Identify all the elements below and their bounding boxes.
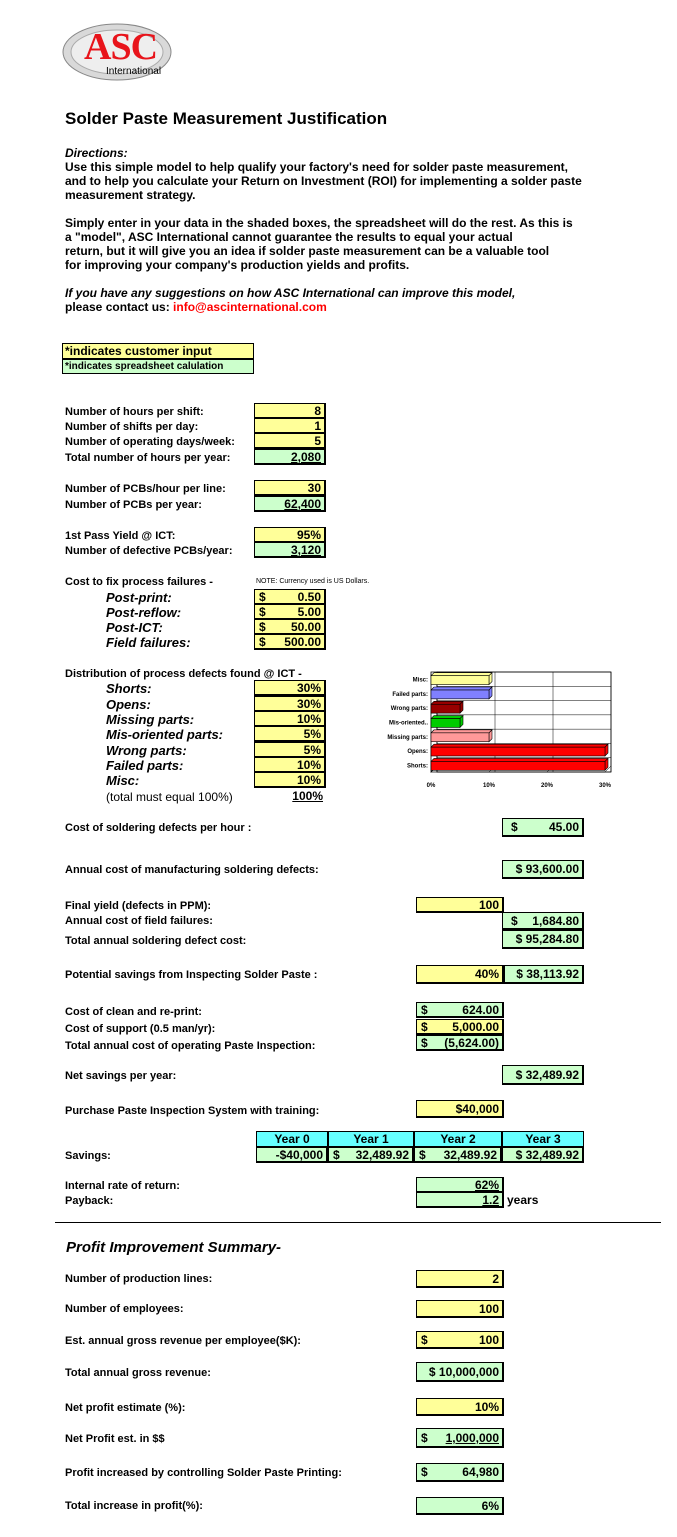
directions-p3-l1: If you have any suggestions on how ASC International can improve this model, xyxy=(65,286,516,300)
value-hours-per-year: 2,080 xyxy=(254,449,326,465)
input-first-pass-yield[interactable]: 95% xyxy=(254,527,326,543)
label-wrong-parts: Wrong parts: xyxy=(106,743,187,758)
label-payback: Payback: xyxy=(65,1195,114,1207)
directions-p2-l4: for improving your company's production yields and profits. xyxy=(65,258,410,272)
label-failed-parts: Failed parts: xyxy=(106,758,184,773)
value-profit-increase-pct: 6% xyxy=(416,1497,504,1515)
input-missing-parts[interactable]: 10% xyxy=(254,711,326,727)
directions-heading: Directions: xyxy=(65,146,128,160)
directions-p2-l1: Simply enter in your data in the shaded boxes, the spreadsheet will do the rest. As this is xyxy=(65,216,573,230)
currency-note: NOTE: Currency used is US Dollars. xyxy=(256,578,370,585)
savings-header-year1: Year 1 xyxy=(328,1131,414,1147)
label-mis-oriented-parts: Mis-oriented parts: xyxy=(106,727,224,742)
label-post-print: Post-print: xyxy=(106,590,172,605)
label-savings: Savings: xyxy=(65,1150,111,1162)
divider xyxy=(55,1222,661,1223)
label-total-distribution: (total must equal 100%) xyxy=(106,790,233,804)
chart-bar-top xyxy=(431,730,492,733)
chart-bar-top xyxy=(431,673,492,676)
chart-bar xyxy=(431,676,489,685)
fix-heading: Cost to fix process failures - xyxy=(65,576,213,588)
legend-input: *indicates customer input xyxy=(62,343,254,359)
payback-unit: years xyxy=(507,1193,539,1207)
currency-symbol: $ xyxy=(259,635,266,649)
savings-header-year2: Year 2 xyxy=(414,1131,502,1147)
input-post-reflow[interactable]: $ 5.00 xyxy=(254,604,326,620)
value-savings-year3: $ 32,489.92 xyxy=(502,1147,584,1163)
value-pcbs-per-year: 62,400 xyxy=(254,496,326,512)
input-support-cost[interactable]: $ 5,000.00 xyxy=(416,1019,504,1035)
chart-category-label: Opens: xyxy=(407,749,428,756)
logo-subtext: International xyxy=(106,66,162,77)
contact-prefix: please contact us: xyxy=(65,300,174,314)
contact-email-link[interactable]: info@ascinternational.com xyxy=(173,300,327,314)
chart-category-label: Failed parts: xyxy=(392,691,428,698)
input-wrong-parts[interactable]: 5% xyxy=(254,742,326,758)
label-net-profit: Net Profit est. in $$ xyxy=(65,1433,165,1445)
label-hours-per-shift: Number of hours per shift: xyxy=(65,406,204,418)
input-net-profit-pct[interactable]: 10% xyxy=(416,1398,504,1416)
label-purchase: Purchase Paste Inspection System with training: xyxy=(65,1105,320,1117)
label-post-reflow: Post-reflow: xyxy=(106,605,182,620)
defect-distribution-chart xyxy=(372,666,616,792)
distribution-heading: Distribution of process defects found @ ICT - xyxy=(65,668,302,680)
chart-bar xyxy=(431,733,489,742)
value-operating-cost: $ (5,624.00) xyxy=(416,1035,504,1051)
currency-symbol: $ xyxy=(259,605,266,619)
label-hours-per-year: Total number of hours per year: xyxy=(65,452,231,464)
label-profit-increase: Profit increased by controlling Solder Paste Printing: xyxy=(65,1467,342,1479)
value-savings-year2: $ 32,489.92 xyxy=(414,1147,502,1163)
label-net-savings: Net savings per year: xyxy=(65,1070,177,1082)
value-cost-per-hour: $ 45.00 xyxy=(502,818,584,837)
input-potential-savings-pct[interactable]: 40% xyxy=(416,965,504,984)
currency-symbol: $ xyxy=(259,620,266,634)
label-production-lines: Number of production lines: xyxy=(65,1273,213,1285)
savings-header-year0: Year 0 xyxy=(256,1131,328,1147)
directions xyxy=(65,146,645,314)
currency-symbol: $ xyxy=(421,1431,428,1445)
value-clean-reprint: $ 624.00 xyxy=(416,1002,504,1018)
chart-tick-label: 10% xyxy=(482,783,496,789)
directions-p1-l1: Use this simple model to help qualify your factory's need for solder paste measurement, xyxy=(65,160,568,174)
value-net-profit: $ 1,000,000 xyxy=(416,1428,504,1448)
label-field-failures: Field failures: xyxy=(106,635,191,650)
label-total-revenue: Total annual gross revenue: xyxy=(65,1367,211,1379)
value-annual-mfg-cost: $ 93,600.00 xyxy=(502,860,584,879)
input-opens[interactable]: 30% xyxy=(254,696,326,712)
chart-tick-label: 20% xyxy=(540,783,554,789)
label-total-defect-cost: Total annual soldering defect cost: xyxy=(65,935,247,947)
label-shifts-per-day: Number of shifts per day: xyxy=(65,421,199,433)
label-irr: Internal rate of return: xyxy=(65,1180,180,1192)
value-profit-increase: $ 64,980 xyxy=(416,1463,504,1482)
label-support-cost: Cost of support (0.5 man/yr): xyxy=(65,1023,216,1035)
currency-symbol: $ xyxy=(421,1333,428,1347)
label-revenue-per-employee: Est. annual gross revenue per employee($K): xyxy=(65,1335,301,1347)
value-irr: 62% xyxy=(416,1177,504,1193)
input-failed-parts[interactable]: 10% xyxy=(254,757,326,773)
input-misc[interactable]: 10% xyxy=(254,772,326,788)
value-defective-pcbs: 3,120 xyxy=(254,542,326,558)
input-hours-per-shift[interactable]: 8 xyxy=(254,403,326,419)
input-final-yield[interactable]: 100 xyxy=(416,897,504,913)
chart-bar-top xyxy=(431,687,492,690)
summary-heading: Profit Improvement Summary- xyxy=(66,1239,282,1256)
currency-symbol: $ xyxy=(421,1036,428,1050)
legend-calc: *indicates spreadsheet calulation xyxy=(62,359,254,374)
input-revenue-per-employee[interactable]: $ 100 xyxy=(416,1331,504,1349)
value-payback: 1.2 xyxy=(416,1192,504,1208)
chart-bar-top xyxy=(431,716,463,719)
label-shorts: Shorts: xyxy=(106,681,152,696)
logo-text: ASC xyxy=(84,26,158,68)
value-potential-savings: $ 38,113.92 xyxy=(504,965,584,984)
label-final-yield: Final yield (defects in PPM): xyxy=(65,900,212,912)
value-field-failure-cost: $ 1,684.80 xyxy=(502,912,584,930)
input-post-print[interactable]: $ 0.50 xyxy=(254,589,326,605)
label-pcbs-per-hour: Number of PCBs/hour per line: xyxy=(65,483,226,495)
label-defective-pcbs: Number of defective PCBs/year: xyxy=(65,545,233,557)
label-employees: Number of employees: xyxy=(65,1303,184,1315)
input-employees[interactable]: 100 xyxy=(416,1300,504,1318)
value-total-distribution: 100% xyxy=(292,789,323,803)
label-net-profit-pct: Net profit estimate (%): xyxy=(65,1402,186,1414)
currency-symbol: $ xyxy=(511,914,518,928)
label-field-failure-cost: Annual cost of field failures: xyxy=(65,915,213,927)
label-operating-cost: Total annual cost of operating Paste Inspection: xyxy=(65,1040,316,1052)
label-profit-increase-pct: Total increase in profit(%): xyxy=(65,1500,203,1512)
currency-symbol: $ xyxy=(511,820,518,834)
chart-category-label: Wrong parts: xyxy=(390,706,428,713)
chart-bar-top xyxy=(431,744,608,747)
value-savings-year1: $ 32,489.92 xyxy=(328,1147,414,1163)
currency-symbol: $ xyxy=(259,590,266,604)
chart-tick-label: 0% xyxy=(426,783,436,789)
chart-bar-top xyxy=(431,701,463,704)
chart-bar xyxy=(431,690,489,699)
input-operating-days[interactable]: 5 xyxy=(254,433,326,449)
directions-p2-l3: return, but it will give you an idea if solder paste measurement can be a valuable tool xyxy=(65,244,550,258)
currency-symbol: $ xyxy=(421,1465,428,1479)
label-post-ict: Post-ICT: xyxy=(106,620,163,635)
chart-category-label: Misc: xyxy=(412,677,428,684)
input-shifts-per-day[interactable]: 1 xyxy=(254,418,326,434)
input-purchase[interactable]: $40,000 xyxy=(416,1100,504,1118)
label-opens: Opens: xyxy=(106,697,151,712)
directions-p2-l2: a "model", ASC International cannot guarantee the results to equal your actual xyxy=(65,230,513,244)
input-field-failures[interactable]: $ 500.00 xyxy=(254,634,326,650)
label-missing-parts: Missing parts: xyxy=(106,712,195,727)
currency-symbol: $ xyxy=(419,1148,426,1162)
logo xyxy=(62,22,172,82)
input-production-lines[interactable]: 2 xyxy=(416,1270,504,1288)
chart-category-label: Shorts: xyxy=(407,763,428,770)
chart-category-label: Mis-oriented.. xyxy=(388,720,428,727)
value-total-revenue: $ 10,000,000 xyxy=(416,1362,504,1382)
chart-bar xyxy=(431,719,460,728)
currency-symbol: $ xyxy=(333,1148,340,1162)
directions-contact xyxy=(65,300,645,314)
value-total-defect-cost: $ 95,284.80 xyxy=(502,930,584,949)
currency-symbol: $ xyxy=(421,1020,428,1034)
savings-header-year3: Year 3 xyxy=(502,1131,584,1147)
chart-bar xyxy=(431,761,605,770)
label-clean-reprint: Cost of clean and re-print: xyxy=(65,1006,202,1018)
label-potential-savings: Potential savings from Inspecting Solder Paste : xyxy=(65,969,318,981)
label-pcbs-per-year: Number of PCBs per year: xyxy=(65,499,202,511)
currency-symbol: $ xyxy=(421,1003,428,1017)
directions-p1-l3: measurement strategy. xyxy=(65,188,196,202)
directions-p1-l2: and to help you calculate your Return on Investment (ROI) for implementing a solder paste xyxy=(65,174,582,188)
page-title: Solder Paste Measurement Justification xyxy=(65,109,388,128)
chart-bar-top xyxy=(431,758,608,761)
chart-bar xyxy=(431,704,460,713)
label-misc: Misc: xyxy=(106,773,140,788)
label-operating-days: Number of operating days/week: xyxy=(65,436,235,448)
chart-tick-label: 30% xyxy=(598,783,612,789)
input-shorts[interactable]: 30% xyxy=(254,680,326,696)
input-pcbs-per-hour[interactable]: 30 xyxy=(254,480,326,496)
value-net-savings: $ 32,489.92 xyxy=(502,1065,584,1085)
chart-bar xyxy=(431,747,605,756)
chart-category-label: Missing parts: xyxy=(387,734,428,741)
value-savings-year0: -$40,000 xyxy=(256,1147,328,1163)
input-post-ict[interactable]: $ 50.00 xyxy=(254,619,326,635)
input-mis-oriented-parts[interactable]: 5% xyxy=(254,726,326,742)
label-first-pass-yield: 1st Pass Yield @ ICT: xyxy=(65,530,176,542)
label-cost-per-hour: Cost of soldering defects per hour : xyxy=(65,822,252,834)
label-annual-mfg-cost: Annual cost of manufacturing soldering defects: xyxy=(65,864,319,876)
